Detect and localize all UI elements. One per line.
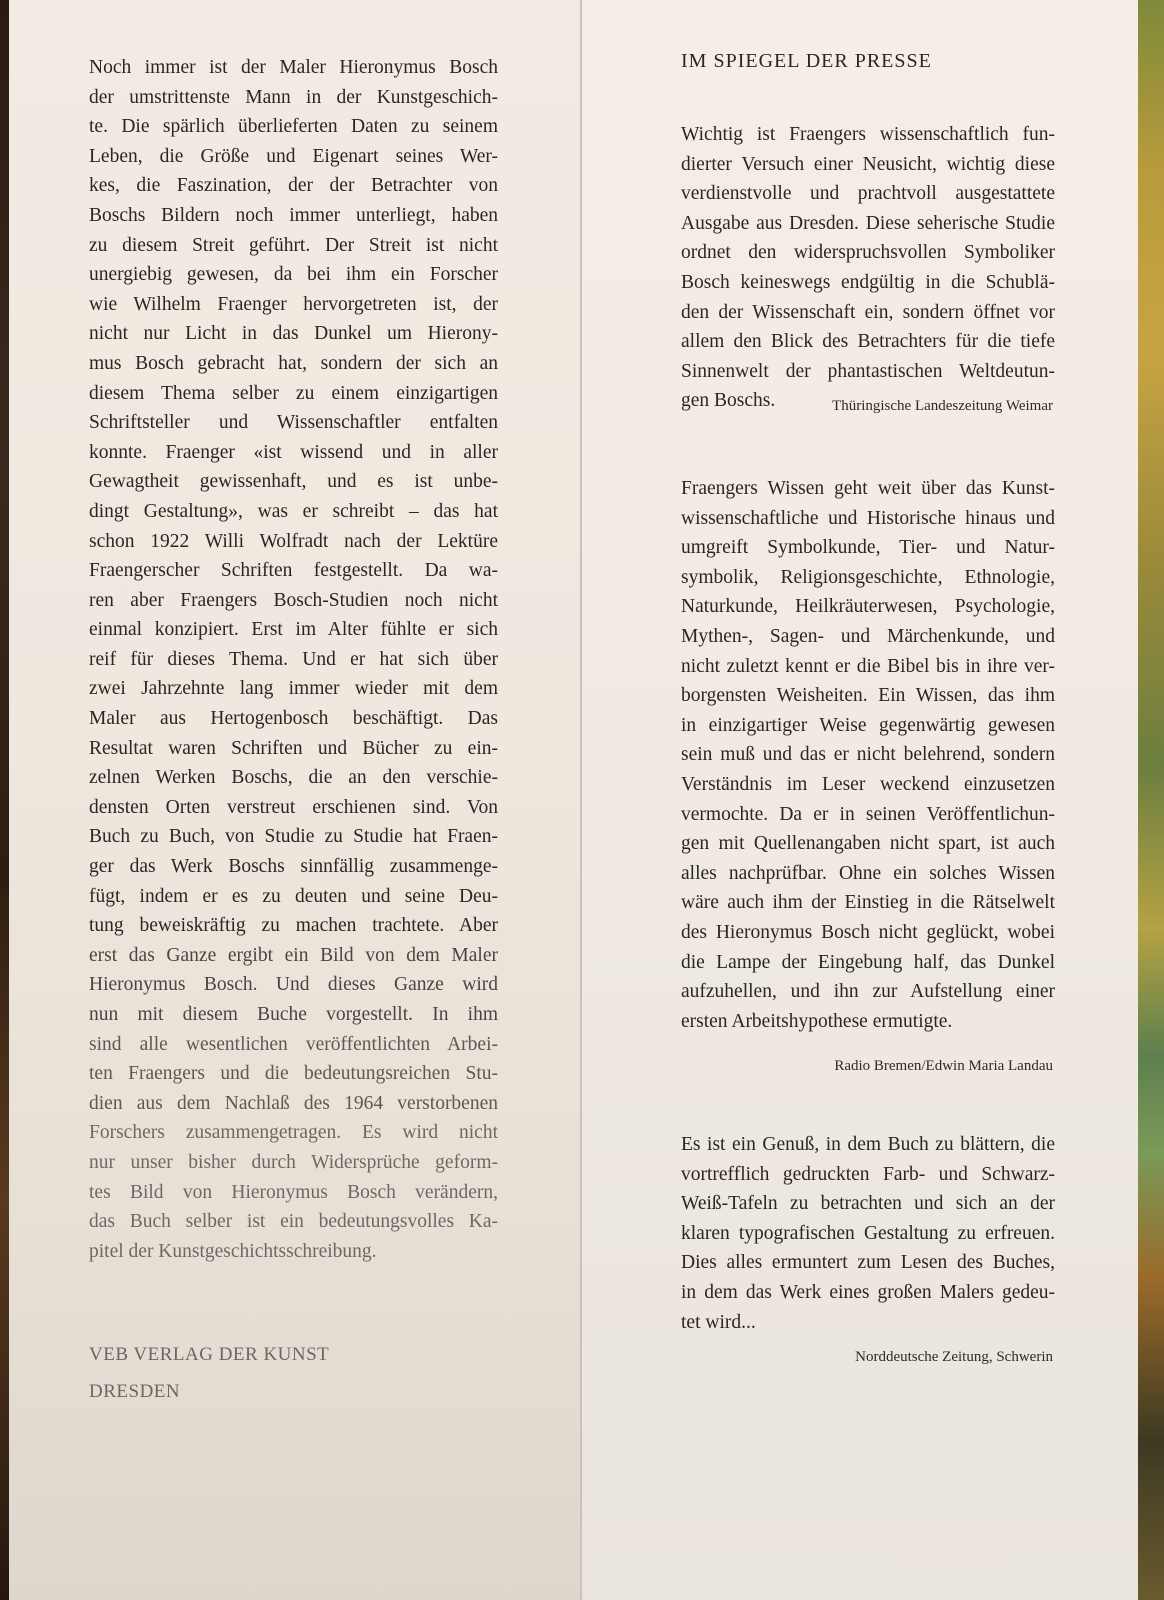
text-line: wie Wilhelm Fraenger hervorgetreten ist, der xyxy=(89,293,498,315)
press-review-3 xyxy=(681,1130,1055,1337)
text-line: te. Die spärlich überlieferten Daten zu seinem xyxy=(89,116,498,138)
text-line: borgensten Weisheiten. Ein Wissen, das ihm xyxy=(681,685,1055,707)
text-line: verdienstvolle und prachtvoll ausgestattete xyxy=(681,183,1055,205)
text-line: vortrefflich gedruckten Farb- und Schwarz- xyxy=(681,1163,1055,1185)
text-line: vermochte. Da er in seinen Veröffentlichun- xyxy=(681,803,1055,825)
text-line: allem den Blick des Betrachters für die tiefe xyxy=(681,331,1055,353)
text-line: gen mit Quellenangaben nicht spart, ist auch xyxy=(681,833,1055,855)
text-line: Sinnenwelt der phantastischen Weltdeutun- xyxy=(681,360,1055,382)
text-line: Fraengerscher Schriften festgestellt. Da wa- xyxy=(89,560,498,582)
text-line: aufzuhellen, und ihn zur Aufstellung einer xyxy=(681,981,1055,1003)
text-line: ersten Arbeitshypothese ermutigte. xyxy=(681,1010,953,1032)
text-line: wäre auch ihm der Einstieg in die Rätselwelt xyxy=(681,892,1055,914)
text-line: nicht zuletzt kennt er die Bibel bis in ihre ver- xyxy=(681,655,1055,677)
text-line: densten Orten verstreut erschienen sind. Von xyxy=(89,796,498,818)
text-line: Gewagtheit gewissenhaft, und es ist unbe- xyxy=(89,471,498,493)
text-line: konnte. Fraenger «ist wissend und in aller xyxy=(89,441,498,463)
text-line: ordnet den widerspruchsvollen Symboliker xyxy=(681,242,1055,264)
text-line: dierter Versuch einer Neusicht, wichtig diese xyxy=(681,153,1055,175)
book-gutter xyxy=(580,0,582,1600)
text-line: Naturkunde, Heilkräuterwesen, Psychologie, xyxy=(681,596,1055,618)
text-line: Schriftsteller und Wissenschaftler entfalten xyxy=(89,412,498,434)
text-line: Mythen-, Sagen- und Märchenkunde, und xyxy=(681,625,1055,647)
text-line: kes, die Faszination, der der Betrachter von xyxy=(89,175,498,197)
text-line: pitel der Kunstgeschichtsschreibung. xyxy=(89,1240,377,1262)
text-line: klaren typografischen Gestaltung zu erfreuen. xyxy=(681,1222,1055,1244)
text-line: zwei Jahrzehnte lang immer wieder mit dem xyxy=(89,678,498,700)
text-line: tung beweiskräftig zu machen trachtete. Aber xyxy=(89,915,498,937)
text-line: ger das Werk Boschs sinnfällig zusammenge- xyxy=(89,856,498,878)
text-line: schon 1922 Willi Wolfradt nach der Lektüre xyxy=(89,530,498,552)
text-line: umgreift Symbolkunde, Tier- und Natur- xyxy=(681,537,1055,559)
text-line: zelnen Werken Boschs, die an den verschie- xyxy=(89,767,498,789)
text-line: mus Bosch gebracht hat, sondern der sich an xyxy=(89,352,498,374)
text-line: ren aber Fraengers Bosch-Studien noch nicht xyxy=(89,589,498,611)
text-line: zu diesem Streit geführt. Der Streit ist nicht xyxy=(89,234,498,256)
text-line: Forschers zusammengetragen. Es wird nicht xyxy=(89,1122,498,1144)
text-line: diesem Thema selber zu einem einzigartigen xyxy=(89,382,498,404)
publisher-name: VEB VERLAG DER KUNST xyxy=(89,1344,330,1365)
text-line: gen Boschs. xyxy=(681,390,776,412)
text-line: wissenschaftliche und Historische hinaus und xyxy=(681,507,1055,529)
text-line: sein muß und das er nicht belehrend, sondern xyxy=(681,744,1055,766)
cover-edge-right xyxy=(1138,0,1164,1600)
text-line: der umstrittenste Mann in der Kunstgeschich- xyxy=(89,86,498,108)
intro-text xyxy=(89,53,498,1266)
text-line: erst das Ganze ergibt ein Bild von dem Maler xyxy=(89,944,498,966)
text-line: dingt Gestaltung», was er schreibt – das hat xyxy=(89,500,498,522)
text-line: ten Fraengers und die bedeutungsreichen Stu- xyxy=(89,1063,498,1085)
text-line: Dies alles ermuntert zum Lesen des Buches, xyxy=(681,1252,1055,1274)
text-line: Verständnis im Leser weckend einzusetzen xyxy=(681,773,1055,795)
text-line: in dem das Werk eines großen Malers gedeu- xyxy=(681,1281,1055,1303)
review-source-3: Norddeutsche Zeitung, Schwerin xyxy=(855,1349,1053,1365)
publisher-city: DRESDEN xyxy=(89,1381,181,1402)
text-line: das Buch selber ist ein bedeutungsvolles Ka- xyxy=(89,1211,498,1233)
text-line: reif für dieses Thema. Und er hat sich über xyxy=(89,648,498,670)
press-review-1 xyxy=(681,120,1055,416)
text-line: alles nachprüfbar. Ohne ein solches Wissen xyxy=(681,862,1055,884)
text-line: dien aus dem Nachlaß des 1964 verstorbenen xyxy=(89,1092,498,1114)
text-line: Bosch keineswegs endgültig in die Schublä- xyxy=(681,271,1055,293)
text-line: Ausgabe aus Dresden. Diese seherische Studie xyxy=(681,212,1055,234)
text-line: einmal konzipiert. Erst im Alter fühlte er sich xyxy=(89,619,498,641)
text-line: Weiß-Tafeln zu betrachten und sich an der xyxy=(681,1193,1055,1215)
text-line: Resultat waren Schriften und Bücher zu ein- xyxy=(89,737,498,759)
text-line: Hieronymus Bosch. Und dieses Ganze wird xyxy=(89,974,498,996)
text-line: nun mit diesem Buche vorgestellt. In ihm xyxy=(89,1004,498,1025)
text-line: tes Bild von Hieronymus Bosch verändern, xyxy=(89,1181,498,1203)
text-line: symbolik, Religionsgeschichte, Ethnologie, xyxy=(681,566,1055,588)
cover-edge-left xyxy=(0,0,9,1600)
text-line: Noch immer ist der Maler Hieronymus Bosch xyxy=(89,57,498,78)
text-line: nicht nur Licht in das Dunkel um Hierony- xyxy=(89,323,498,345)
press-review-2 xyxy=(681,474,1055,1036)
text-line: Buch zu Buch, von Studie zu Studie hat Fraen- xyxy=(89,826,498,848)
text-line: Maler aus Hertogenbosch beschäftigt. Das xyxy=(89,708,498,730)
text-line: Fraengers Wissen geht weit über das Kunst- xyxy=(681,478,1055,499)
review-source-2: Radio Bremen/Edwin Maria Landau xyxy=(834,1058,1053,1074)
text-line: Es ist ein Genuß, in dem Buch zu blättern, die xyxy=(681,1134,1055,1155)
text-line: den der Wissenschaft ein, sondern öffnet vor xyxy=(681,301,1055,323)
text-line: des Hieronymus Bosch nicht geglückt, wobei xyxy=(681,921,1055,943)
text-line: Boschs Bildern noch immer unterliegt, haben xyxy=(89,204,498,226)
text-line: nur unser bisher durch Widersprüche geform- xyxy=(89,1151,498,1173)
text-line: fügt, indem er es zu deuten und seine Deu- xyxy=(89,885,498,907)
review-source-1: Thüringische Landeszeitung Weimar xyxy=(832,398,1053,414)
text-line: sind alle wesentlichen veröffentlichten Arbei- xyxy=(89,1033,498,1055)
text-line: Leben, die Größe und Eigenart seines Wer- xyxy=(89,145,498,167)
text-line: unergiebig gewesen, da bei ihm ein Forscher xyxy=(89,264,498,286)
text-line: Wichtig ist Fraengers wissenschaftlich fun- xyxy=(681,124,1055,145)
page-heading: IM SPIEGEL DER PRESSE xyxy=(681,50,932,72)
text-line: tet wird... xyxy=(681,1311,756,1333)
text-line: die Lampe der Eingebung half, das Dunkel xyxy=(681,951,1055,973)
text-line: in einzigartiger Weise gegenwärtig gewesen xyxy=(681,714,1055,736)
